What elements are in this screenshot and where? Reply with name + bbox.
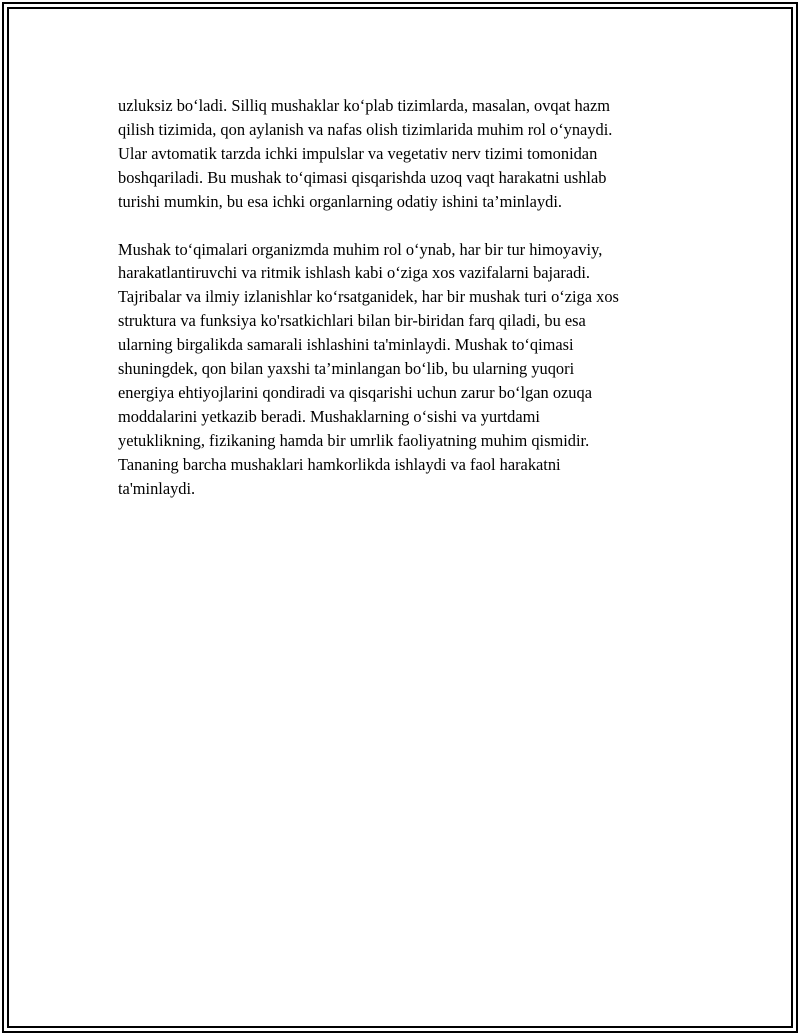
text-line: ta'minlaydi. bbox=[118, 478, 196, 498]
text-line: Ular avtomatik tarzda ichki impulslar va vegetativ nerv tizimi tomonidan bbox=[118, 143, 598, 163]
text-line: Tajribalar va ilmiy izlanishlar ko‘rsatganidek, har bir mushak turi o‘ziga xos bbox=[118, 287, 619, 307]
text-line: Tananing barcha mushaklari hamkorlikda ishlaydi va faol harakatni bbox=[118, 454, 561, 474]
document-body bbox=[118, 94, 678, 525]
paragraph-2 bbox=[118, 238, 678, 501]
paragraph-1 bbox=[118, 94, 678, 214]
text-line: shuningdek, qon bilan yaxshi ta’minlangan bo‘lib, bu ularning yuqori bbox=[118, 359, 575, 379]
text-line: moddalarini yetkazib beradi. Mushaklarning o‘sishi va yurtdami bbox=[118, 406, 540, 426]
text-line: boshqariladi. Bu mushak to‘qimasi qisqarishda uzoq vaqt harakatni ushlab bbox=[118, 167, 607, 187]
text-line: Mushak to‘qimalari organizmda muhim rol o‘ynab, har bir tur himoyaviy, bbox=[118, 239, 603, 259]
text-line: qilish tizimida, qon aylanish va nafas olish tizimlarida muhim rol o‘ynaydi. bbox=[118, 119, 613, 139]
text-line: energiya ehtiyojlarini qondiradi va qisqarishi uchun zarur bo‘lgan ozuqa bbox=[118, 382, 592, 402]
text-line: harakatlantiruvchi va ritmik ishlash kabi o‘ziga xos vazifalarni bajaradi. bbox=[118, 263, 590, 283]
text-line: uzluksiz bo‘ladi. Silliq mushaklar ko‘plab tizimlarda, masalan, ovqat hazm bbox=[118, 96, 611, 115]
text-line: ularning birgalikda samarali ishlashini ta'minlaydi. Mushak to‘qimasi bbox=[118, 335, 574, 355]
text-line: yetuklikning, fizikaning hamda bir umrlik faoliyatning muhim qismidir. bbox=[118, 430, 590, 450]
text-line: turishi mumkin, bu esa ichki organlarning odatiy ishini ta’minlaydi. bbox=[118, 191, 563, 211]
text-line: struktura va funksiya ko'rsatkichlari bilan bir-biridan farq qiladi, bu esa bbox=[118, 311, 586, 331]
